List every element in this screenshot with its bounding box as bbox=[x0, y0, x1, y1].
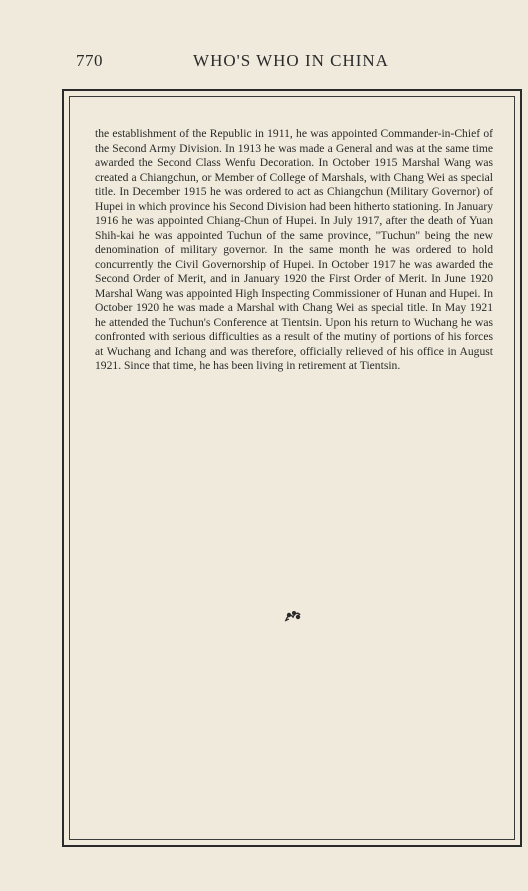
biography-text: the establishment of the Republic in 1911, he was appointed Commander-in-Chief of the Second Army Division. In 1913 he was made a General and was at the same time awarded the Second Class Wenfu Decoration. In October 1915 Marshal Wang was created a Chiangchun, or Member of College of Marshals, with Chang Wei as special title. In December 1915 he was ordered to act as Chiangchun (Military Governor) of Hupei in which province his Second Division had been hitherto stationing. In January 1916 he was appointed Chiang-Chun of Hupei. In July 1917, after the death of Yuan Shih-kai he was appointed Tuchun of the same province, "Tuchun" being the new denomination of military governor. In the same month he was ordered to hold concurrently the Civil Governorship of Hupei. In October 1917 he was awarded the Second Order of Merit, and in January 1920 the First Order of Merit. In June 1920 Marshal Wang was appointed High Inspecting Commissioner of Hunan and Hupei. In October 1920 he was made a Marshal with Chang Wei as special title. In May 1921 he attended the Tuchun's Conference at Tientsin. Upon his return to Wuchang he was confronted with serious difficulties as a result of the mutiny of portions of his forces at Wuchang and Ichang and was therefore, officially relieved of his office in August 1921. Since that time, he has been living in retirement at Tientsin. bbox=[95, 127, 493, 372]
floral-ornament-icon bbox=[283, 609, 303, 627]
page-number: 770 bbox=[76, 51, 103, 70]
running-head: WHO'S WHO IN CHINA bbox=[193, 51, 389, 70]
